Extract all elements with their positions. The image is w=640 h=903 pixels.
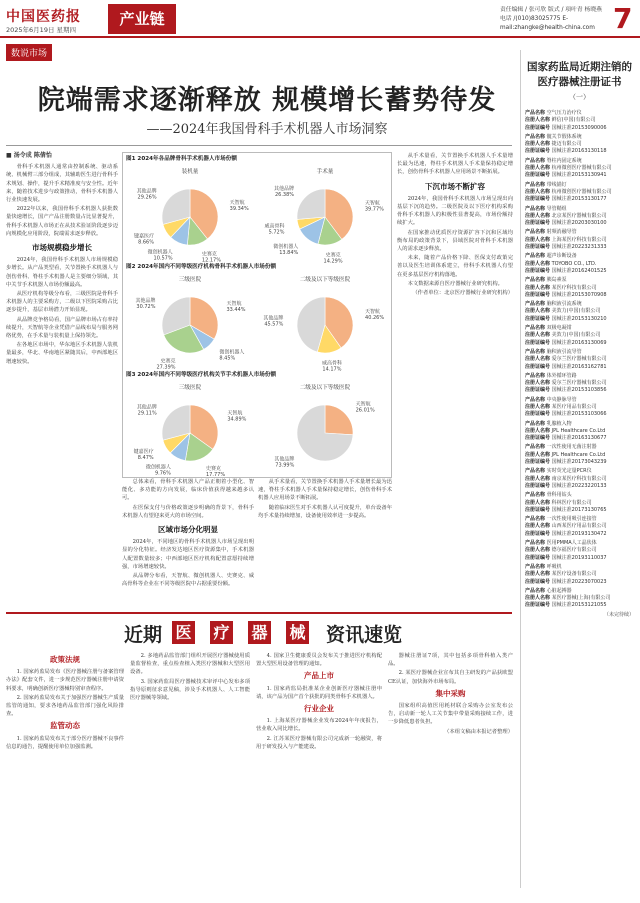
contact-line: 电话 /(010)83025775 E-mail:zhangke@health-china.com — [500, 16, 595, 31]
section-heading: 市场规模稳步增长 — [32, 243, 92, 253]
paragraph: 2024年，不同地区的骨科手术机器人市场呈现出明显的分化特征。经济发达地区医疗资源集中，手术机器人配置数量较多；中西部地区医疗机构配置意愿持续增强，市场增速较快。 — [122, 539, 254, 570]
paragraph: 从手术量看，关节置换手术机器人手术量增长最为迅速，脊柱手术机器人手术量保持稳定增长，创伤骨科手术机器人应用场景不断拓展。 — [397, 153, 513, 176]
slice-label: 键嘉医疗 — [133, 233, 154, 240]
certificate-number: 国械注准20173043239 — [551, 459, 607, 466]
certificate-number: 国械注准20153103066 — [551, 411, 607, 418]
registration-entry: 产品名称 医用PMMA人工晶状体 注册人名称 德尔福医疗有限公司 注册证编号 国械注准20193110037 — [525, 540, 607, 561]
company-name: 杭州微创医疗器械有限公司 — [551, 165, 612, 172]
certificate-number: 国械注准20163162781 — [551, 363, 607, 370]
paragraph: 器械注册证7项，其中包括多项骨科植入类产品。 — [388, 653, 513, 668]
news-column-3 — [256, 652, 382, 888]
slice-label: 天智航 — [226, 301, 242, 308]
news-column-2 — [130, 652, 250, 888]
paragraph: 1. 国家药监局批准某企业创新医疗器械注册申请，该产品为国产首个获批的同类骨科手术机器人。 — [256, 685, 382, 700]
pie-chart — [123, 379, 258, 477]
figure-block — [122, 152, 392, 478]
slice-label: 史赛克 — [201, 251, 217, 258]
figure-title: 图3 2024年国内不同等级医疗机构关节手术机器人市场份额 — [126, 372, 277, 378]
slice-label: 微创机器人 — [145, 464, 171, 471]
pie-chart — [258, 379, 393, 477]
certificate-number: 国械注准20153121055 — [551, 602, 607, 609]
paper-name: 中国医药报 — [6, 9, 81, 25]
paragraph: 1. 上海某医疗器械企业发布2024年年度报告，营业收入同比增长。 — [256, 718, 382, 733]
registration-entry: 产品名称 脊柱内固定系统 注册人名称 杭州微创医疗器械有限公司 注册证编号 国械注准20153130941 — [525, 157, 612, 179]
paragraph: 从医疗机构等级分布看，三级医院是骨科手术机器人的主要采购方，二级以下医院采购占比逐步提升，基层市场潜力开始显现。 — [6, 291, 118, 314]
headline: 院端需求逐渐释放 规模增长蓄势待发 — [37, 85, 497, 116]
slice-value: 73.99% — [275, 462, 295, 469]
slice-value: 12.17% — [201, 257, 221, 264]
company-name: 科林医疗有限公司 — [551, 499, 592, 506]
sidebar-part-number: （一） — [569, 93, 590, 101]
company-name: 鲜信(中国)有限公司 — [551, 117, 596, 124]
certificate-number: 国械注准20153130177 — [551, 196, 607, 203]
registration-entry: 产品名称 脑积液引流导管 注册人名称 爱尔兰医疗器械有限公司 注册证编号 国械注准20163162781 — [525, 348, 607, 370]
slice-value: 34.89% — [227, 416, 247, 423]
paragraph: 从品牌竞争格局看，国产品牌市场占有率持续提升，天智航等企业凭借产品线布局与服务网络优势，在手术量与装机量上保持领先。 — [6, 316, 118, 340]
page-number: 7 — [613, 2, 633, 35]
slice-value: 17.77% — [206, 471, 226, 478]
slice-value: 5.72% — [268, 229, 285, 236]
paragraph: 1. 国家药监局发布《医疗器械注册与备案管理办法》配套文件，进一步规范医疗器械注册申请资料要求，明确创新医疗器械特别审查程序。 — [6, 669, 124, 692]
banner-prefix: 近期 — [124, 624, 163, 646]
company-name: 上海某医疗科技有限公司 — [551, 236, 607, 243]
certificate-number: 国械注准20193130472 — [551, 530, 607, 537]
registration-entry: 产品名称 乳腺植入物 注册人名称 JPL Healthcare Co.Ltd 注册证编号 国械注准20163130677 — [525, 420, 607, 442]
column-tag: 数说市场 — [6, 44, 52, 61]
slice-value: 14.17% — [322, 366, 342, 373]
pie-title: 二级及以下等级医院 — [299, 385, 351, 391]
registration-entry: 产品名称 双极电凝钳 注册人名称 美敦力(中国)有限公司 注册证编号 国械注准20163130069 — [525, 325, 607, 346]
company-name: 南京某医疗科技有限公司 — [551, 475, 607, 482]
news-column-4 — [388, 652, 513, 888]
certificate-number: 国械注准20223220133 — [551, 482, 607, 489]
author-note: （作者单位：北京医疗器械行业研究机构） — [412, 290, 513, 297]
banner-char: 医 — [172, 621, 195, 644]
section-label: 产业链 — [108, 4, 176, 34]
slice-value: 26.38% — [274, 191, 295, 198]
product-name: 超声诊断设备 — [546, 253, 577, 260]
product-name: 中央静脉导管 — [546, 396, 577, 403]
product-name: 一次性使用吸引连接管 — [546, 516, 597, 523]
paragraph: 未来，随着产品价格下降、医保支付政策完善以及医生培训体系建立，骨科手术机器人有望在更多基层医疗机构落地。 — [397, 255, 513, 278]
figure-title: 图1 2024年各品牌骨科手术机器人市场份额 — [126, 156, 237, 162]
figure-row — [123, 163, 391, 265]
date-line: 2025年6月19日 星期四 — [6, 26, 77, 34]
registration-entry: 产品名称 髋关节假体系统 注册人名称 捷迈有限公司 注册证编号 国械注准20163130118 — [525, 133, 607, 155]
section-heading: 下沉市场不断扩容 — [425, 181, 485, 191]
paragraph: 2. 江苏某医疗器械有限公司完成新一轮融资，将用于研发投入与产能建设。 — [256, 735, 382, 750]
slice-value: 8.47% — [137, 455, 154, 462]
certificate-number: 国械注准20223231333 — [551, 244, 607, 251]
slice-value: 40.26% — [365, 314, 385, 321]
product-name: 空气压力治疗仪 — [546, 110, 582, 116]
company-name: 某医疗设备有限公司 — [551, 571, 597, 578]
certificate-number: 国械注准20223070023 — [551, 578, 607, 585]
slice-label: 其他品牌 — [274, 456, 295, 463]
pie-chart — [123, 271, 258, 369]
company-name: JPL Healthcare Co.Ltd — [551, 451, 606, 458]
certificate-number: 国械注准20173130765 — [551, 506, 607, 513]
paragraph: 从品牌分布看，天智航、微创机器人、史赛克、威高骨科等企业在不同等级医院中占据重要份额。 — [122, 573, 254, 588]
registration-entry: 产品名称 体外循环管路 注册人名称 爱尔兰医疗器械有限公司 注册证编号 国械注准20153103856 — [525, 372, 607, 394]
banner-char: 器 — [248, 621, 271, 644]
company-name: 美敦力(中国)有限公司 — [551, 308, 601, 315]
sidebar-title: 国家药监局近期注销的医疗器械注册证书 — [527, 61, 632, 88]
slice-label: 其他品牌 — [135, 298, 156, 305]
divider — [6, 145, 512, 146]
banner-char: 械 — [286, 621, 309, 644]
banner-char: 疗 — [210, 621, 233, 644]
slice-value: 33.44% — [226, 307, 246, 314]
product-name: 呼吸机 — [546, 563, 562, 570]
certificate-number: 国械注准20153090006 — [551, 124, 607, 131]
figure-row — [123, 379, 391, 477]
registration-entry: 产品名称 射频消融导管 注册人名称 上海某医疗科技有限公司 注册证编号 国械注准20223231333 — [525, 229, 607, 251]
slice-value: 45.57% — [264, 321, 284, 328]
product-name: 射频消融导管 — [546, 229, 577, 236]
company-name: 爱尔兰医疗器械有限公司 — [551, 356, 607, 363]
certificate-number: 国械注准20163130118 — [551, 148, 607, 155]
certificate-number: 国械注准20153130210 — [551, 315, 607, 322]
slice-label: 其他品牌 — [274, 185, 295, 192]
company-name: 爱尔兰医疗器械有限公司 — [551, 380, 607, 387]
paragraph: 在医保支付与价格政策逐步明确的背景下，骨科手术机器人有望迎来更大的市场空间。 — [122, 504, 254, 519]
product-name: 实时荧光定量PCR仪 — [546, 468, 592, 475]
continued-note: （未完待续） — [603, 611, 634, 618]
article-column-middle-right — [258, 478, 392, 604]
product-name: 骨科用钻头 — [546, 492, 572, 499]
registration-entry: 产品名称 脑积液引流系统 注册人名称 美敦力(中国)有限公司 注册证编号 国械注准20153130210 — [525, 301, 607, 322]
slice-value: 26.01% — [355, 407, 375, 414]
pie-title: 三级医院 — [178, 277, 202, 283]
slice-label: 微创机器人 — [273, 243, 299, 250]
section-heading: 区域市场分化明显 — [158, 525, 218, 535]
section-heading: 产品上市 — [304, 671, 334, 681]
certificate-number: 国械注准20163130677 — [551, 435, 607, 442]
slice-label: 其他品牌 — [136, 404, 157, 411]
company-name: 某医疗器械(上海)有限公司 — [551, 595, 611, 602]
paragraph: 骨科手术机器人通常由控制系统、驱动系统、机械臂三部分组成，其辅助医生进行骨科手术规划、操作，提升手术精准度与安全性。近年来，随着技术进步与政策推动，骨科手术机器人行业快速发展。 — [6, 164, 118, 204]
banner-suffix: 资讯速览 — [326, 624, 403, 646]
certificate-number: 国械注准20153130941 — [551, 172, 607, 179]
certificate-number: 国械注准20153103856 — [551, 387, 607, 394]
section-heading: 政策法规 — [50, 655, 80, 664]
slice-label: 天智航 — [227, 410, 243, 417]
slice-value: 8.66% — [138, 239, 154, 246]
slice-label: 史赛克 — [206, 465, 222, 472]
slice-label: 天智航 — [365, 308, 381, 315]
product-name: 脊柱内固定系统 — [546, 157, 582, 164]
registration-entry: 产品名称 空气压力治疗仪 注册人名称 鲜信(中国)有限公司 注册证编号 国械注准20153090006 — [525, 110, 607, 131]
company-name: 美敦力(中国)有限公司 — [551, 332, 601, 339]
article-column-right — [397, 152, 513, 604]
pie-chart — [123, 163, 258, 264]
footer-note: （本组文稿由本报记者整理） — [444, 728, 513, 735]
registration-entry: 产品名称 骨科用钻头 注册人名称 科林医疗有限公司 注册证编号 国械注准20173130765 — [525, 492, 607, 513]
paragraph: 从手术量看，关节置换手术机器人手术量增长最为迅速，脊柱手术机器人手术量保持稳定增长，创伤骨科手术机器人应用场景不断拓展。 — [258, 479, 392, 502]
registration-entry: 产品名称 超声诊断设备 注册人名称 TOYOBO CO., LTD. 注册证编号 国械注准20162401525 — [525, 253, 607, 274]
company-name: 山西某医疗用品有限公司 — [551, 523, 607, 530]
paragraph: 4. 国家卫生健康委员会发布关于推进医疗机构配置大型医用设备管理的通知。 — [256, 653, 382, 668]
certificate-number: 国械注准20153070908 — [551, 291, 607, 298]
product-name: 乳腺植入物 — [546, 420, 572, 427]
registration-entry: 产品名称 心脏起搏器 注册人名称 某医疗器械(上海)有限公司 注册证编号 国械注准20153121055 — [525, 587, 611, 609]
slice-value: 39.77% — [364, 206, 384, 213]
pie-title: 三级医院 — [178, 385, 202, 391]
product-name: 脑积液引流导管 — [546, 348, 582, 355]
slice-value: 9.76% — [154, 470, 171, 477]
slice-label: 威高骨科 — [264, 223, 285, 230]
product-name: 心脏起搏器 — [546, 587, 572, 594]
pie-slice — [325, 405, 353, 435]
slice-value: 13.84% — [279, 249, 299, 256]
company-name: JPL Healthcare Co.Ltd — [551, 427, 606, 434]
slice-value: 39.34% — [229, 205, 249, 212]
section-heading: 行业企业 — [304, 704, 334, 714]
article-column-middle — [122, 478, 254, 604]
company-name: 杭州微创医疗器械有限公司 — [551, 188, 612, 195]
editor-credits — [500, 6, 612, 33]
company-name: TOYOBO CO., LTD. — [551, 260, 597, 267]
slice-label: 微创机器人 — [147, 249, 173, 256]
slice-value: 27.39% — [156, 364, 176, 371]
entry-list — [525, 110, 634, 610]
company-name: 某医疗科技有限公司 — [551, 284, 597, 291]
company-name: 捷迈有限公司 — [551, 141, 582, 148]
slice-label: 威高骨科 — [321, 360, 342, 367]
product-name: 带线锚钉 — [546, 181, 567, 188]
slice-label: 其他品牌 — [136, 188, 157, 195]
certificate-number: 国械注准20162401525 — [551, 267, 607, 274]
registration-entry: 产品名称 中央静脉导管 注册人名称 某医疗用品有限公司 注册证编号 国械注准20153103066 — [525, 396, 607, 418]
paragraph: 2. 某医疗器械企业宣布其自主研发的产品获欧盟CE认证，加快海外市场布局。 — [388, 670, 513, 685]
product-name: 双极电凝钳 — [546, 325, 572, 332]
news-banner — [6, 612, 512, 646]
certificate-number: 国械注准20163130069 — [551, 339, 607, 346]
registration-entry: 产品名称 实时荧光定量PCR仪 注册人名称 南京某医疗科技有限公司 注册证编号 国械注准20223220133 — [525, 468, 607, 489]
product-name: 一次性使用无菌注射器 — [546, 444, 597, 451]
paragraph: 在各地区市场中，华东地区手术机器人装机量最多，华北、华南地区紧随其后，中西部地区增速较快。 — [6, 342, 118, 365]
slice-value: 29.11% — [137, 410, 157, 417]
sidebar-registration-list — [520, 50, 634, 888]
editor-line: 责任编辑 / 张可欣 版式 / 项叶青 杨晓燕 — [500, 7, 602, 13]
section-heading: 集中采购 — [435, 688, 466, 698]
product-name: 体外循环管路 — [546, 372, 577, 379]
registration-entry: 产品名称 导管鞘组 注册人名称 北京某医疗器械有限公司 注册证编号 国械注准20203030100 — [525, 205, 607, 227]
subheadline: ——2024年我国骨科手术机器人市场洞察 — [146, 122, 388, 137]
slice-label: 史赛克 — [160, 358, 176, 365]
pie-title: 二级及以下等级医院 — [299, 277, 351, 283]
certificate-number: 国械注准20193110037 — [551, 554, 607, 561]
byline: ■ 汤令成 陈倩怡 — [6, 152, 52, 159]
slice-value: 8.45% — [219, 355, 236, 362]
paragraph: 2024年，我国骨科手术机器人市场呈现出向基层下沉的趋势。二级医院及以下医疗机构采购骨科手术机器人的积极性显著提高，市场份额持续扩大。 — [397, 195, 513, 227]
pie-chart — [258, 271, 393, 373]
pie-chart — [258, 163, 393, 265]
paragraph: 2024年，我国骨科手术机器人市场规模稳步增长。从产品类型看，关节置换手术机器人与创伤骨科、脊柱手术机器人是主要细分领域，其中关节手术机器人市场份额最高。 — [6, 257, 118, 288]
company-name: 北京某医疗器械有限公司 — [551, 212, 607, 219]
company-name: 某医疗用品有限公司 — [551, 403, 597, 410]
product-name: 胰岛素泵 — [546, 277, 567, 284]
paragraph: 2. 多地药品监管部门组织开展医疗器械使用质量监督检查，重点检查植入类医疗器械和大型医用设备。 — [130, 653, 250, 676]
slice-label: 其他品牌 — [263, 315, 284, 322]
company-name: 德尔福医疗有限公司 — [551, 547, 597, 554]
certificate-number: 国械注准20203030100 — [551, 220, 607, 227]
registration-entry: 产品名称 一次性使用无菌注射器 注册人名称 JPL Healthcare Co.Ltd 注册证编号 国械注准20173043239 — [525, 444, 607, 466]
product-name: 髋关节假体系统 — [546, 133, 582, 140]
slice-label: 天智航 — [355, 401, 371, 408]
product-name: 脑积液引流系统 — [546, 301, 582, 308]
registration-entry: 产品名称 呼吸机 注册人名称 某医疗设备有限公司 注册证编号 国械注准20223070023 — [525, 563, 607, 585]
slice-label: 微创机器人 — [219, 349, 245, 356]
news-column-1 — [6, 652, 124, 888]
registration-entry: 产品名称 胰岛素泵 注册人名称 某医疗科技有限公司 注册证编号 国械注准20153070908 — [525, 277, 607, 298]
paragraph: 3. 国家药监局医疗器械技术审评中心发布多项指导原则征求意见稿，涉及手术机器人、人工智能医疗器械等领域。 — [130, 678, 250, 702]
slice-value: 10.57% — [153, 255, 173, 262]
paragraph: 2022年以来，我国骨科手术机器人获批数量快速增长，国产产品注册数量占比显著提升，骨科手术机器人市场正在从技术验证阶段逐步迈向规模化应用阶段，院端需求逐步释放。 — [6, 206, 118, 237]
slice-value: 30.72% — [136, 304, 156, 311]
pie-title: 装机量 — [181, 169, 199, 175]
slice-value: 14.29% — [323, 258, 343, 265]
pie-title: 手术量 — [316, 169, 334, 175]
paragraph: 随着临床医生对手术机器人认可度提升，单台设备年均手术量持续增加，设备使用效率进一步提高。 — [258, 504, 392, 519]
paragraph: 本文数据来源自医疗器械行业研究机构。 — [407, 280, 503, 287]
product-name: 导管鞘组 — [546, 205, 567, 212]
paragraph: 总体来看，骨科手术机器人产品正朝着小型化、智能化、多功能的方向发展，临床价值获得越来越多认可。 — [122, 479, 254, 502]
slice-label: 史赛克 — [325, 252, 341, 259]
registration-entry: 产品名称 带线锚钉 注册人名称 杭州微创医疗器械有限公司 注册证编号 国械注准20153130177 — [525, 181, 612, 203]
paragraph: 2. 国家药监局发布关于加强医疗器械生产质量监管的通知，要求各地药品监管部门强化风险排查。 — [6, 694, 124, 718]
section-heading: 监管动态 — [50, 721, 80, 731]
paragraph: 在国家推动优质医疗资源扩容下沉和区域均衡布局的政策背景下，县域医院对骨科手术机器人的需求逐步释放。 — [397, 229, 513, 253]
article-column-left — [6, 152, 118, 602]
registration-entry: 产品名称 一次性使用吸引连接管 注册人名称 山西某医疗用品有限公司 注册证编号 国械注准20193130472 — [525, 516, 607, 537]
slice-label: 键嘉医疗 — [133, 449, 154, 456]
pie-slice — [297, 189, 325, 219]
masthead — [0, 0, 640, 38]
slice-label: 天智航 — [364, 200, 380, 207]
slice-value: 29.26% — [137, 194, 157, 201]
figure-title: 图2 2024年国内不同等级医疗机构骨科手术机器人市场份额 — [126, 264, 277, 270]
slice-label: 天智航 — [229, 199, 245, 206]
paragraph: 1. 国家药监局发布关于部分医疗器械不良事件信息的通告，提醒使用单位加强监测。 — [6, 735, 124, 750]
paragraph: 国家组织高值医用耗材联合采购办公室发布公告，启动新一轮人工关节集中带量采购接续工作，进一步降低患者负担。 — [388, 703, 513, 726]
figure-row — [123, 271, 391, 373]
product-name: 医用PMMA人工晶状体 — [546, 540, 597, 547]
